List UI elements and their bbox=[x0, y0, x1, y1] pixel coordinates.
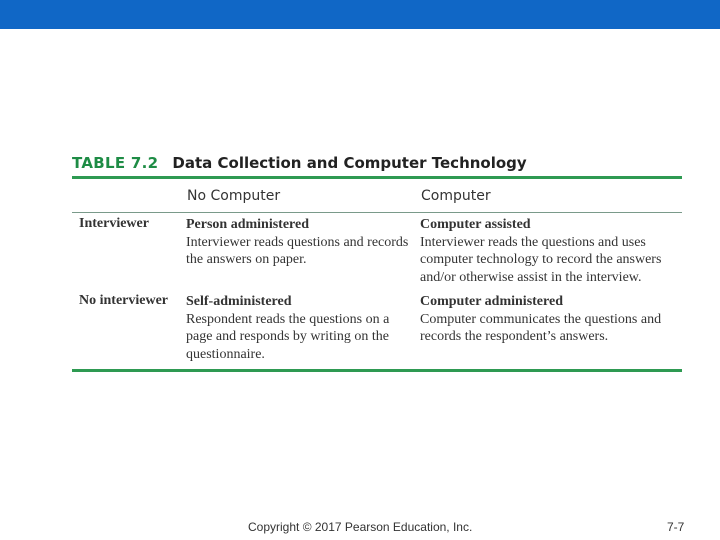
cell-title: Computer administered bbox=[420, 294, 563, 309]
row-header-no-interviewer: No interviewer bbox=[79, 293, 169, 308]
slide-top-bar bbox=[0, 0, 720, 29]
cell-title: Person administered bbox=[186, 217, 310, 232]
table-cell bbox=[420, 216, 682, 286]
table-name: Data Collection and Computer Technology bbox=[172, 154, 527, 172]
table-cell bbox=[186, 216, 410, 269]
cell-description: Interviewer reads the questions and uses computer technology to record the answers and/or otherwise assist in the interview. bbox=[420, 234, 662, 285]
table-bottom-rule bbox=[72, 369, 682, 372]
column-header-no-computer: No Computer bbox=[187, 188, 281, 204]
cell-title: Computer assisted bbox=[420, 217, 531, 232]
cell-description: Respondent reads the questions on a page and responds by writing on the questionnaire. bbox=[186, 311, 390, 362]
header-divider bbox=[72, 212, 682, 213]
page-number: 7-7 bbox=[667, 520, 685, 534]
cell-title: Self-administered bbox=[186, 294, 292, 309]
table-cell bbox=[186, 293, 410, 363]
row-header-interviewer: Interviewer bbox=[79, 216, 149, 231]
table-number: TABLE 7.2 bbox=[72, 154, 159, 172]
copyright-text: Copyright © 2017 Pearson Education, Inc. bbox=[248, 520, 473, 534]
column-header-computer: Computer bbox=[421, 188, 491, 204]
cell-description: Interviewer reads questions and records the answers on paper. bbox=[186, 234, 409, 267]
cell-description: Computer communicates the questions and records the respondent’s answers. bbox=[420, 311, 662, 344]
table-cell bbox=[420, 293, 682, 346]
table-top-rule bbox=[72, 176, 682, 179]
table-title bbox=[72, 154, 527, 172]
